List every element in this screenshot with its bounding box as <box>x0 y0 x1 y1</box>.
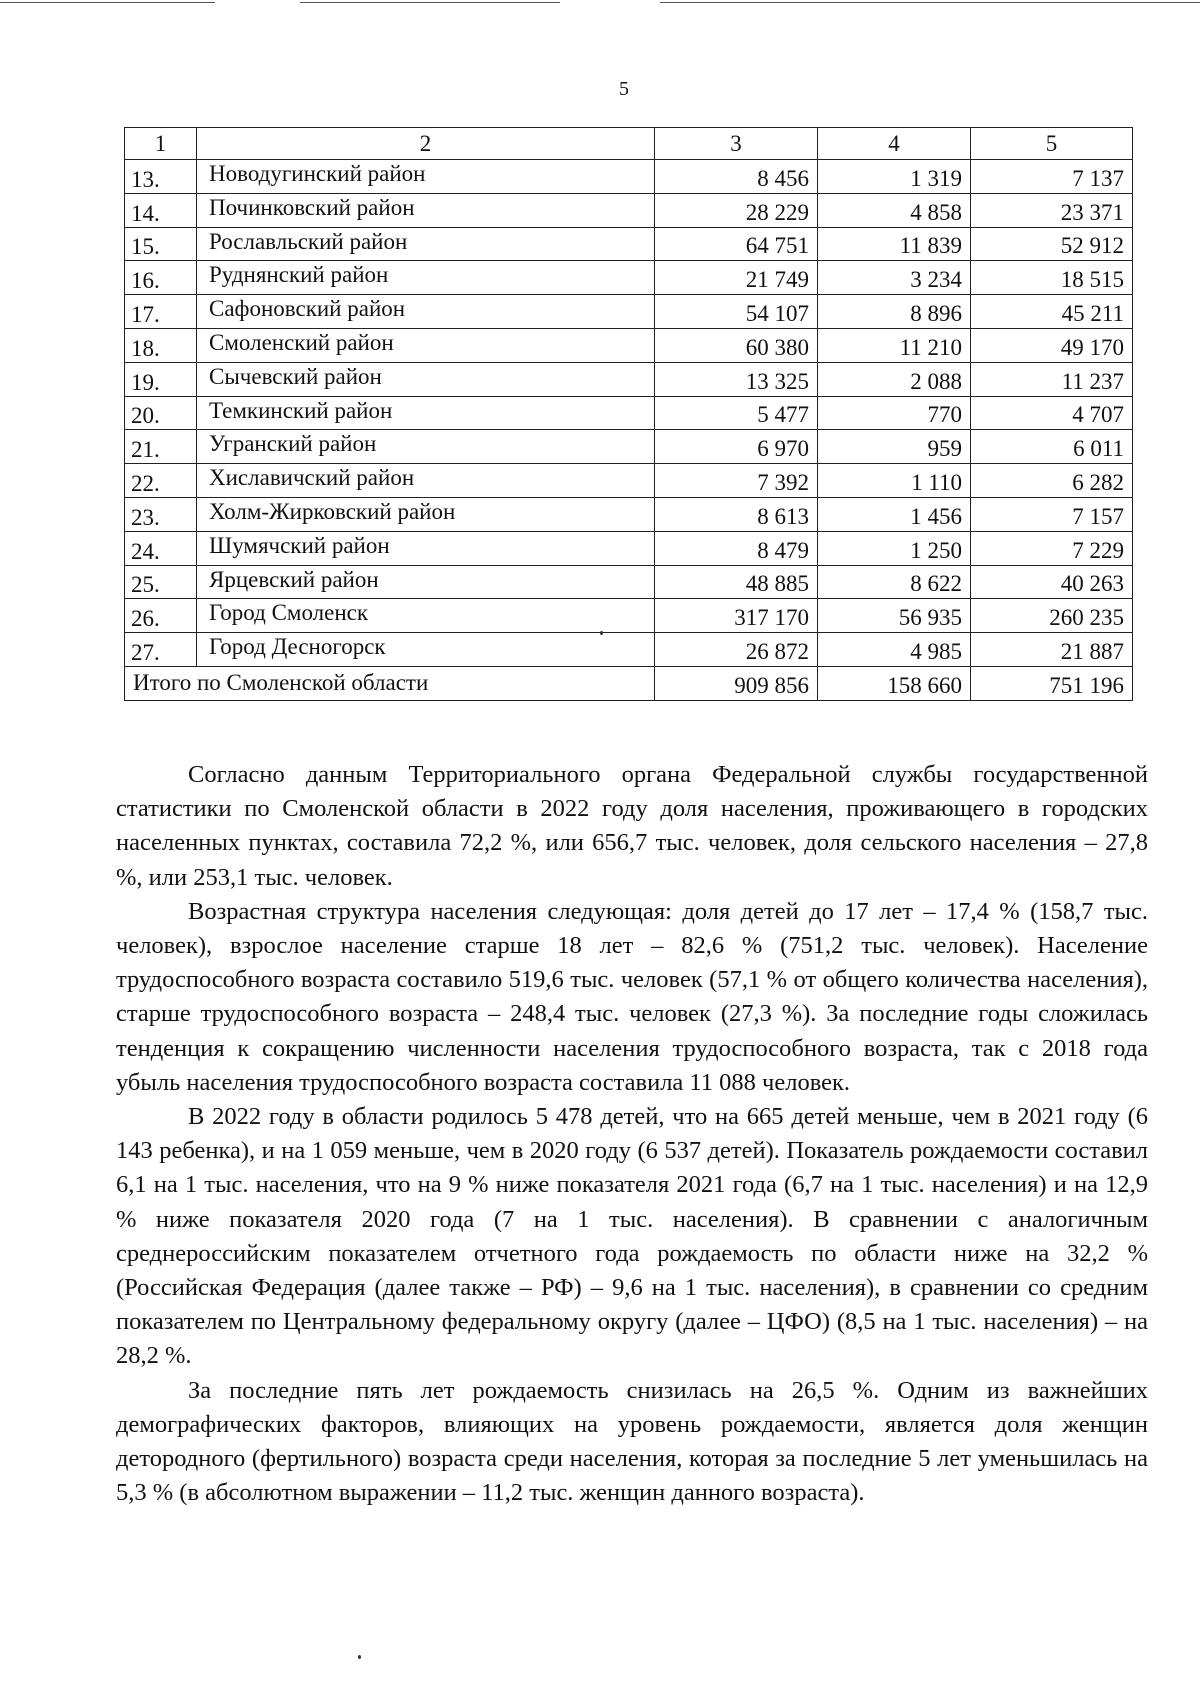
table-header-row <box>125 128 1133 160</box>
value-col4: 770 <box>818 396 971 430</box>
value-col4: 4 985 <box>818 633 971 667</box>
value-col4: 11 839 <box>818 227 971 261</box>
column-header: 5 <box>971 128 1133 160</box>
population-table <box>124 127 1133 701</box>
value-col3: 5 477 <box>655 396 818 430</box>
value-col3: 60 380 <box>655 328 818 362</box>
value-col3: 6 970 <box>655 430 818 464</box>
table-row <box>125 295 1133 329</box>
value-col4: 1 319 <box>818 160 971 194</box>
value-col3: 64 751 <box>655 227 818 261</box>
scan-speck <box>358 1655 361 1659</box>
value-col3: 13 325 <box>655 362 818 396</box>
value-col4: 2 088 <box>818 362 971 396</box>
value-col5: 21 887 <box>971 633 1133 667</box>
paragraph: Возрастная структура населения следующая: доля детей до 17 лет – 17,4 % (158,7 тыс. человек), взрослое население старше 18 лет – 82,6 % (751,2 тыс. человек). Население трудоспособного возраста составило 519,6 тыс. человек (57,1 % от общего количества населения), старше трудоспособного возраста – 248,4 тыс. человек (27,3 %). За последние годы сложилась тенденция к сокращению численности населения трудоспособного возраста, так с 2018 года убыль населения трудоспособного возраста составила 11 088 человек. <box>116 897 1148 1096</box>
row-number: 16. <box>125 261 197 295</box>
district-name: Починковский район <box>197 193 655 227</box>
table-row <box>125 599 1133 633</box>
district-name: Смоленский район <box>197 328 655 362</box>
value-col4: 1 250 <box>818 531 971 565</box>
value-col5: 6 282 <box>971 464 1133 498</box>
table-row <box>125 430 1133 464</box>
value-col3: 8 479 <box>655 531 818 565</box>
value-col5: 7 229 <box>971 531 1133 565</box>
value-col3: 48 885 <box>655 565 818 599</box>
table-row <box>125 633 1133 667</box>
value-col3: 21 749 <box>655 261 818 295</box>
value-col4: 11 210 <box>818 328 971 362</box>
table-row <box>125 531 1133 565</box>
value-col3: 7 392 <box>655 464 818 498</box>
row-number: 14. <box>125 193 197 227</box>
column-header: 4 <box>818 128 971 160</box>
paragraph: За последние пять лет рождаемость снизилась на 26,5 %. Одним из важнейших демографических факторов, влияющих на уровень рождаемости, является доля женщин детородного (фертильного) возраста среди населения, которая за последние 5 лет уменьшилась на 5,3 % (в абсолютном выражении – 11,2 тыс. женщин данного возраста). <box>116 1376 1148 1507</box>
table-row <box>125 193 1133 227</box>
scan-speck <box>600 631 603 635</box>
value-col5: 260 235 <box>971 599 1133 633</box>
value-col4: 3 234 <box>818 261 971 295</box>
row-number: 25. <box>125 565 197 599</box>
value-col5: 23 371 <box>971 193 1133 227</box>
table-row <box>125 464 1133 498</box>
value-col5: 6 011 <box>971 430 1133 464</box>
district-name: Угранский район <box>197 430 655 464</box>
value-col4: 1 110 <box>818 464 971 498</box>
scan-artifact-line <box>300 2 560 3</box>
table-row <box>125 396 1133 430</box>
district-name: Ярцевский район <box>197 565 655 599</box>
page-number: 5 <box>619 78 629 100</box>
district-name: Темкинский район <box>197 396 655 430</box>
value-col5: 4 707 <box>971 396 1133 430</box>
value-col4: 56 935 <box>818 599 971 633</box>
row-number: 20. <box>125 396 197 430</box>
value-col5: 18 515 <box>971 261 1133 295</box>
total-value-col5: 751 196 <box>971 666 1133 700</box>
paragraph: В 2022 году в области родилось 5 478 детей, что на 665 детей меньше, чем в 2021 году (6 143 ребенка), и на 1 059 меньше, чем в 2020 году (6 537 детей). Показатель рождаемости составил 6,1 на 1 тыс. населения, что на 9 % ниже показателя 2021 года (6,7 на 1 тыс. населения) и на 12,9 % ниже показателя 2020 года (7 на 1 тыс. населения). В сравнении с аналогичным среднероссийским показателем отчетного года рождаемость по области ниже на 32,2 % (Российская Федерация (далее также – РФ) – 9,6 на 1 тыс. населения), в сравнении со средним показателем по Центральному федеральному округу (далее – ЦФО) (8,5 на 1 тыс. населения) – на 28,2 %. <box>116 1103 1148 1370</box>
district-name: Город Смоленск <box>197 599 655 633</box>
value-col3: 26 872 <box>655 633 818 667</box>
table-row <box>125 565 1133 599</box>
row-number: 13. <box>125 160 197 194</box>
row-number: 27. <box>125 633 197 667</box>
body-text <box>116 758 1148 1510</box>
value-col3: 317 170 <box>655 599 818 633</box>
total-label: Итого по Смоленской области <box>125 666 655 700</box>
table-total-row <box>125 666 1133 700</box>
district-name: Город Десногорск <box>197 633 655 667</box>
district-name: Холм-Жирковский район <box>197 497 655 531</box>
value-col4: 8 896 <box>818 295 971 329</box>
district-name: Рославльский район <box>197 227 655 261</box>
row-number: 23. <box>125 497 197 531</box>
value-col3: 8 613 <box>655 497 818 531</box>
district-name: Сафоновский район <box>197 295 655 329</box>
column-header: 2 <box>197 128 655 160</box>
row-number: 26. <box>125 599 197 633</box>
total-value-col4: 158 660 <box>818 666 971 700</box>
row-number: 24. <box>125 531 197 565</box>
paragraph: Согласно данным Территориального органа Федеральной службы государственной статистики по Смоленской области в 2022 году доля населения, проживающего в городских населенных пунктах, составила 72,2 %, или 656,7 тыс. человек, доля сельского населения – 27,8 %, или 253,1 тыс. человек. <box>116 761 1148 891</box>
value-col5: 40 263 <box>971 565 1133 599</box>
column-header: 1 <box>125 128 197 160</box>
value-col3: 54 107 <box>655 295 818 329</box>
value-col5: 7 137 <box>971 160 1133 194</box>
value-col5: 52 912 <box>971 227 1133 261</box>
row-number: 15. <box>125 227 197 261</box>
value-col3: 8 456 <box>655 160 818 194</box>
value-col4: 8 622 <box>818 565 971 599</box>
value-col4: 959 <box>818 430 971 464</box>
table-row <box>125 160 1133 194</box>
value-col4: 1 456 <box>818 497 971 531</box>
row-number: 18. <box>125 328 197 362</box>
scan-artifact-line <box>0 2 215 3</box>
scan-artifact-line <box>660 2 1200 3</box>
district-name: Новодугинский район <box>197 160 655 194</box>
value-col5: 45 211 <box>971 295 1133 329</box>
value-col3: 28 229 <box>655 193 818 227</box>
district-name: Хиславичский район <box>197 464 655 498</box>
row-number: 17. <box>125 295 197 329</box>
row-number: 19. <box>125 362 197 396</box>
value-col5: 7 157 <box>971 497 1133 531</box>
district-name: Сычевский район <box>197 362 655 396</box>
value-col4: 4 858 <box>818 193 971 227</box>
table-row <box>125 362 1133 396</box>
row-number: 22. <box>125 464 197 498</box>
value-col5: 11 237 <box>971 362 1133 396</box>
district-name: Руднянский район <box>197 261 655 295</box>
table-row <box>125 227 1133 261</box>
row-number: 21. <box>125 430 197 464</box>
column-header: 3 <box>655 128 818 160</box>
district-name: Шумячский район <box>197 531 655 565</box>
total-value-col3: 909 856 <box>655 666 818 700</box>
table-row <box>125 261 1133 295</box>
table-row <box>125 497 1133 531</box>
table-row <box>125 328 1133 362</box>
value-col5: 49 170 <box>971 328 1133 362</box>
